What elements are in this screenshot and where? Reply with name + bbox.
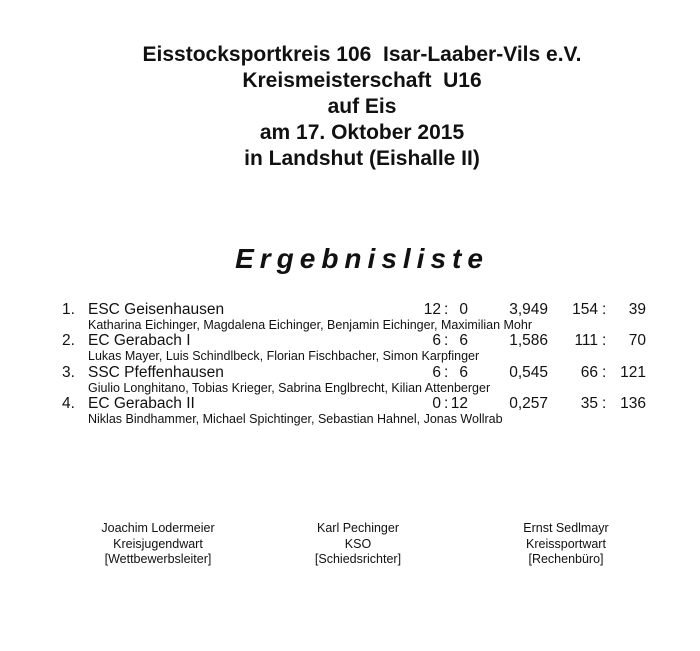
stock-points-against: 136 <box>620 395 646 413</box>
team-line <box>0 395 700 412</box>
quotient: 3,949 <box>509 301 548 318</box>
match-points-against: 6 <box>459 332 468 350</box>
result-row <box>0 364 700 395</box>
result-row <box>0 301 700 332</box>
title-line-surface: auf Eis <box>327 95 397 118</box>
player-names: Niklas Bindhammer, Michael Spichtinger, Sebastian Hahnel, Jonas Wollrab <box>88 412 503 427</box>
quotient: 1,586 <box>509 332 548 350</box>
team-line <box>0 301 700 318</box>
signature-official <box>73 521 243 568</box>
match-points-against: 12 <box>450 395 468 413</box>
colon-separator: : <box>444 332 449 350</box>
stock-points-for: 111 <box>574 332 598 350</box>
colon-separator: : <box>444 363 449 381</box>
title-line-date: am 17. Oktober 2015 <box>259 121 465 144</box>
result-row <box>0 332 700 363</box>
colon-separator: : <box>444 395 449 413</box>
match-points-against: 0 <box>459 301 468 318</box>
team-name: ESC Geisenhausen <box>88 301 225 318</box>
rank: 3. <box>62 363 75 381</box>
stock-points-for: 35 <box>580 395 598 413</box>
result-row <box>0 395 700 426</box>
match-points-for: 6 <box>432 363 441 381</box>
colon-separator: : <box>602 301 607 318</box>
colon-separator: : <box>444 301 449 318</box>
stock-points-against: 39 <box>628 301 646 318</box>
match-points-for: 0 <box>432 395 441 413</box>
title-line-organization: Eisstocksportkreis 106 Isar-Laaber-Vils e.V. <box>142 43 582 66</box>
signature-official <box>273 521 443 568</box>
document-title <box>24 42 700 172</box>
colon-separator: : <box>602 332 607 350</box>
colon-separator: : <box>602 395 607 413</box>
official-function: [Schiedsrichter] <box>314 552 402 567</box>
official-name: Joachim Lodermeier <box>101 521 215 535</box>
team-name: EC Gerabach II <box>88 395 195 413</box>
stock-points-against: 121 <box>620 363 646 381</box>
official-function: [Rechenbüro] <box>528 552 604 567</box>
stock-points-for: 154 <box>572 301 598 318</box>
colon-separator: : <box>602 363 607 381</box>
rank: 1. <box>62 301 75 318</box>
match-points-against: 6 <box>459 363 468 381</box>
official-role: Kreisjugendwart <box>113 536 203 551</box>
team-line <box>0 332 700 349</box>
match-points-for: 12 <box>423 301 441 318</box>
team-name: EC Gerabach I <box>88 332 191 350</box>
rank: 4. <box>62 395 75 413</box>
official-name: Ernst Sedlmayr <box>523 521 609 535</box>
team-name: SSC Pfeffenhausen <box>88 363 224 381</box>
title-line-championship: Kreismeisterschaft U16 <box>242 69 482 92</box>
player-names: Giulio Longhitano, Tobias Krieger, Sabrina Englbrecht, Kilian Attenberger <box>88 380 491 395</box>
quotient: 0,257 <box>509 395 548 413</box>
official-role: KSO <box>344 536 372 551</box>
quotient: 0,545 <box>509 363 548 381</box>
player-names: Lukas Mayer, Luis Schindlbeck, Florian Fischbacher, Simon Karpfinger <box>88 349 480 364</box>
official-name: Karl Pechinger <box>317 521 399 535</box>
results-table <box>0 301 700 427</box>
stock-points-against: 70 <box>628 332 646 350</box>
match-points-for: 6 <box>432 332 441 350</box>
title-line-location: in Landshut (Eishalle II) <box>244 147 480 170</box>
official-function: [Wettbewerbsleiter] <box>104 552 212 567</box>
signature-official <box>481 521 651 568</box>
official-role: Kreissportwart <box>526 536 606 551</box>
signature-block <box>0 521 700 571</box>
team-line <box>0 364 700 381</box>
player-names: Katharina Eichinger, Magdalena Eichinger, Benjamin Eichinger, Maximilian Mohr <box>88 318 532 332</box>
results-heading: Ergebnisliste <box>235 243 489 274</box>
stock-points-for: 66 <box>580 363 598 381</box>
rank: 2. <box>62 332 75 350</box>
